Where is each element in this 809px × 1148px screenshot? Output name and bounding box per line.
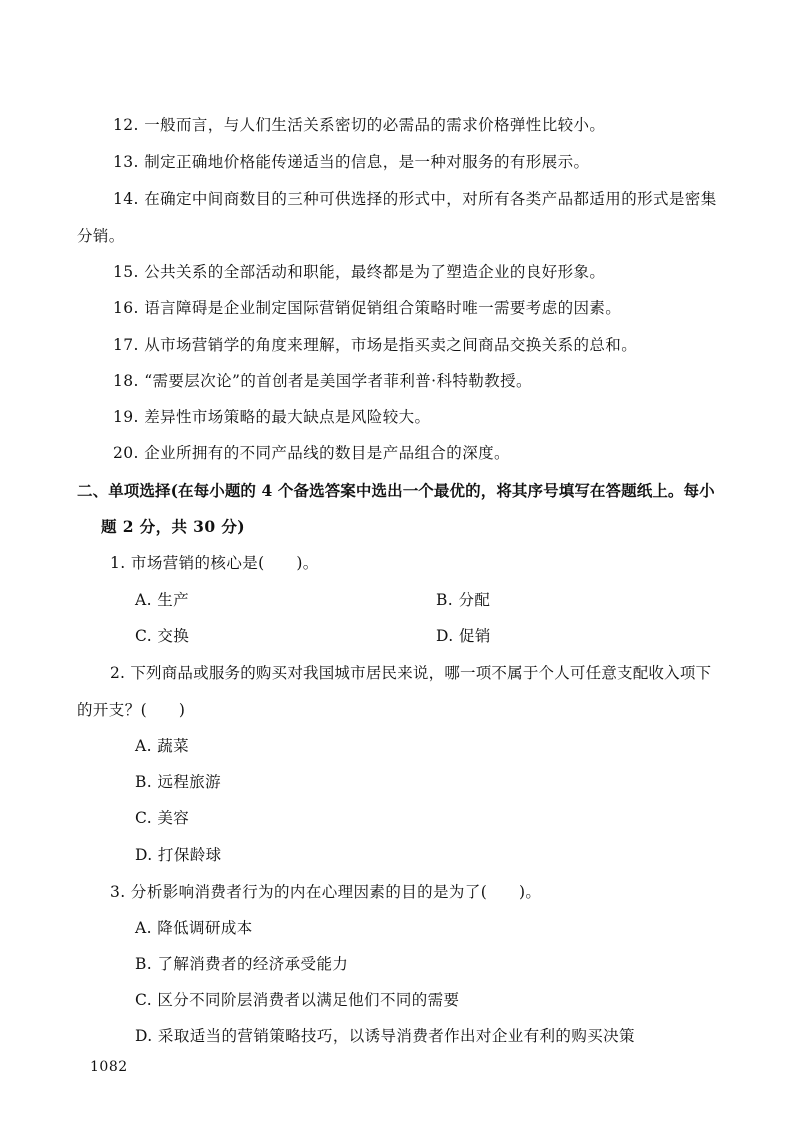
statement-text: 从市场营销学的角度来理解，市场是指买卖之间商品交换关系的总和。	[144, 336, 638, 354]
question-1-option-c: C. 交换	[135, 627, 190, 645]
statement-text: 语言障碍是企业制定国际营销促销组合策略时唯一需要考虑的因素。	[144, 299, 622, 317]
question-2-option-d: D. 打保龄球	[135, 846, 222, 864]
statement-number: 16.	[113, 299, 139, 317]
statement-text: 差异性市场策略的最大缺点是风险较大。	[144, 408, 431, 426]
statement-12	[113, 115, 605, 135]
statement-number: 12.	[113, 116, 139, 134]
statement-14	[113, 189, 717, 209]
question-2-option-a: A. 蔬菜	[135, 737, 190, 755]
statement-number: 18.	[113, 372, 139, 390]
statement-text: 公共关系的全部活动和职能，最终都是为了塑造企业的良好形象。	[144, 263, 606, 281]
statement-number: 14.	[113, 190, 139, 208]
page-number: 1082	[90, 1059, 128, 1075]
statement-20	[113, 443, 510, 463]
statement-number: 17.	[113, 336, 139, 354]
statement-text: 一般而言，与人们生活关系密切的必需品的需求价格弹性比较小。	[144, 116, 606, 134]
statement-number: 19.	[113, 408, 139, 426]
question-1-option-b: B. 分配	[436, 591, 491, 609]
question-2-option-c: C. 美容	[135, 809, 190, 827]
question-3-option-c: C. 区分不同阶层消费者以满足他们不同的需要	[135, 991, 460, 1009]
question-1-stem: 1. 市场营销的核心是( )。	[110, 554, 319, 572]
statement-text: 企业所拥有的不同产品线的数目是产品组合的深度。	[144, 444, 510, 462]
statement-number: 15.	[113, 263, 139, 281]
question-2-stem: 2. 下列商品或服务的购买对我国城市居民来说，哪一项不属于个人可任意支配收入项下	[110, 664, 712, 682]
question-3-option-a: A. 降低调研成本	[135, 919, 253, 937]
question-3-stem: 3. 分析影响消费者行为的内在心理因素的目的是为了( )。	[110, 883, 542, 901]
section-heading: 二、单项选择(在每小题的 4 个备选答案中选出一个最优的，将其序号填写在答题纸上。每小	[77, 481, 715, 500]
statement-text: 在确定中间商数目的三种可供选择的形式中，对所有各类产品都适用的形式是密集	[144, 190, 717, 208]
question-3-option-d: D. 采取适当的营销策略技巧，以诱导消费者作出对企业有利的购买决策	[135, 1027, 635, 1045]
statement-number: 20.	[113, 444, 139, 462]
statement-16	[113, 298, 621, 318]
statement-number: 13.	[113, 153, 139, 171]
question-2-option-b: B. 远程旅游	[135, 773, 222, 791]
statement-14-continuation: 分销。	[77, 227, 125, 245]
question-3-option-b: B. 了解消费者的经济承受能力	[135, 955, 349, 973]
statement-text: “需要层次论”的首创者是美国学者菲利普·科特勒教授。	[144, 372, 532, 390]
section-heading-continuation: 题 2 分，共 30 分)	[101, 517, 245, 536]
statement-17	[113, 335, 637, 355]
statement-18	[113, 371, 532, 391]
question-1-option-d: D. 促销	[436, 627, 491, 645]
statement-13	[113, 152, 589, 172]
statement-15	[113, 262, 605, 282]
question-1-option-a: A. 生产	[135, 591, 190, 609]
statement-text: 制定正确地价格能传递适当的信息，是一种对服务的有形展示。	[144, 153, 590, 171]
statement-19	[113, 407, 430, 427]
question-2-stem-continuation: 的开支？( )	[77, 701, 186, 719]
